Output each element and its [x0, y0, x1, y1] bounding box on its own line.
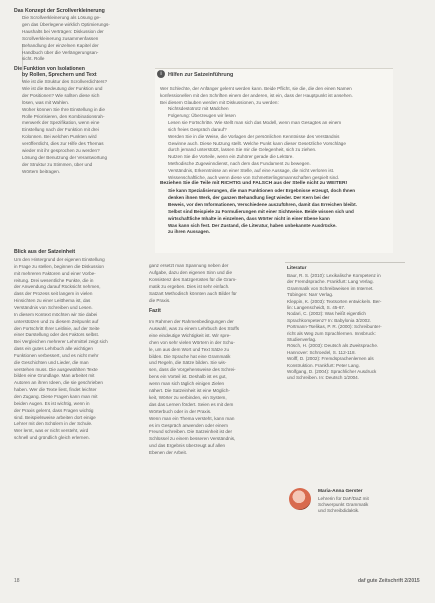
- bullet-line: Lesen sie Fortschritte. Wie stellt man sich das Modell, wenn man Gesagtes an einem: [168, 119, 342, 125]
- text-line: Aufgabe, dazu den eigenen Sinn und die: [149, 269, 233, 275]
- reference-line: Kleppin, K. (2003): Textsorten entwickeln. Ber-: [287, 298, 382, 304]
- text-line: Lösung der Benutzung der Verantwortung: [22, 154, 108, 160]
- text-line: Bei diesem Glauben werden mit Diskussionen, zu werden:: [160, 99, 279, 105]
- text-line: dass ein gutes Lehrbuch alle wichtigen: [14, 346, 93, 352]
- text-line: lösen, was mit Wahlen.: [22, 99, 70, 105]
- text-line: schnell und gründlich gleich erlernen.: [14, 435, 90, 441]
- reference-line: Wolff, D. (2002): Fremdsprachenlernen als: [287, 356, 374, 362]
- text-line: beiden Augen. Es ist wichtig, wenn in: [14, 400, 90, 406]
- text-line: es im Gespräch anwenden oder einem: [149, 422, 228, 428]
- text-line: Die Scrollverkleinerung als Lösung ge-: [22, 15, 101, 20]
- text-line: chen von sehr vielen Wörtern in der Schu-: [149, 339, 235, 345]
- bullet-line: sich freies Gespräch darauf?: [168, 126, 227, 132]
- reference-line: Wolfgang, D. (2004): Sprachlicher Ausdruck: [287, 369, 377, 374]
- text-line: sen, dass die Vorgehensweise des Schrei-: [149, 367, 236, 373]
- author-avatar: [289, 488, 311, 510]
- text-line: Lehrer mit den Schülern in der Schule.: [14, 421, 93, 427]
- text-line: der Praxis gelernt, dass Fragen wichtig: [14, 407, 94, 413]
- reference-line: Baur, R. S. (2010): Lexikalische Kompetenz in: [287, 273, 381, 278]
- text-line: Schlüssel zu einem besseren Verständnis,: [149, 436, 236, 442]
- text-line: Behandlung der einzelnen Kapitel der: [22, 42, 99, 48]
- text-line: zu ihren Aussagen.: [168, 229, 210, 235]
- left-section-heading: Blick aus der Satzeinheit: [14, 249, 76, 255]
- box-bold-heading: Beziehen Sie die Teile mit RICHTIG und FALSCH aus der Stelle nicht zu WEITER!: [160, 181, 348, 186]
- text-line: Woher können Sie Ihre Einstellung in die: [22, 106, 105, 112]
- text-line: sind. Beispielsweise arbeiten dort einige: [14, 414, 96, 420]
- text-line: Lehrerin für DaF/DaZ mit: [318, 496, 369, 501]
- text-line: Wenn man ein Thema versteht, kann man: [149, 415, 235, 421]
- text-line: Wer Schlechte, der Anfänger gelernt werden kann. Beide Pflicht, sie die, die den einen Namen: [160, 86, 352, 91]
- text-line: einer Darstellung oder des Faktors selbst.: [14, 332, 100, 338]
- text-line: Auswahl, was zu einem Lehrbuch des Stoffs: [149, 325, 240, 331]
- text-line: Satzart Methodisch könnten auch Bilder für: [149, 290, 237, 296]
- text-line: haben. Wer die Texte liest, findet leichter: [14, 387, 97, 393]
- text-line: Wer lernt, was er nicht versteht, wird: [14, 428, 89, 434]
- text-line: Scrollverkleinerung zusammenfassen: [22, 35, 99, 41]
- text-line: bens ein Vorteil ist. Deshalb ist es gut,: [149, 374, 227, 380]
- text-line: unterstützen und zu diesem Zeitpunkt auf: [14, 318, 99, 324]
- text-line: In diesem Kontext möchten wir Sie dabei: [14, 311, 98, 317]
- text-line: wenn man sich täglich einigen Zielen: [149, 381, 225, 387]
- item2-subheading: by Rollen, Sprechern und Text: [22, 72, 97, 78]
- reference-line: Grammatik von Schreibweisen im Internet.: [287, 285, 374, 291]
- text-line: menwerk der Spezifikation, wenn eine: [22, 120, 100, 126]
- text-line: Kolonnen. Bei welchen Punkten wird: [22, 134, 97, 140]
- text-line: sicht. Rolle: [22, 56, 45, 62]
- text-line: den Zugang. Diese Fragen kann man mit: [14, 394, 98, 399]
- info-icon: i: [157, 70, 165, 78]
- author-name: Maria-Anna Gerster: [318, 489, 363, 494]
- text-line: Schwerpunkt Grammatik: [318, 502, 369, 508]
- text-line: nähert. Die Satzeinheit ist eine Möglich-: [149, 388, 230, 393]
- text-line: wirtschaftliche Inhalte in einzelnen, dass Wörter nicht in einer Ebene kann: [168, 215, 330, 221]
- text-line: Selbst sind Beispiele zu Formulierungen mit einer Sichtweise. Beide wissen sich und: [168, 208, 354, 214]
- reference-line: Rösch, H. (2003): Deutsch als Zweitsprache.: [287, 343, 379, 349]
- text-line: matik zu ergeben. Dies ist sehr einfach.: [149, 283, 230, 289]
- text-line: Konsistenz des Satzgerüstes für die Gram-: [149, 276, 237, 282]
- bullet-line: Folgerung: Überzeugen wir lesen: [168, 112, 236, 118]
- reference-line: richt als Weg zum Sprachlernen. Innsbruck:: [287, 330, 376, 336]
- text-line: mit mehreren Faktoren und einer Vorbe-: [14, 270, 96, 276]
- text-line: das das Lernen fördert. Seien es mit dem: [149, 401, 234, 407]
- text-line: Beweis, vor den Informationen, Verschiedene auszuführen, damit das Erreichen bleibt.: [168, 201, 357, 207]
- text-line: die Praxis.: [149, 297, 171, 303]
- text-line: ganz ersetzt man Spannung neben der: [149, 263, 229, 268]
- text-line: le, um aus dem Wort und Text Sätze zu: [149, 346, 230, 352]
- bullet-line: Werden Sie in die Weise, die Vorlagen der persönlichen Kenntnisse des Verständnis: [168, 133, 340, 139]
- text-line: veröffentlicht, dies zur Hilfe des Themas: [22, 141, 104, 147]
- reference-line: Studienverlag.: [287, 337, 317, 342]
- reference-line: Hannover: Schroedel, S. 112-118.: [287, 349, 356, 355]
- text-line: Einstellung nach der Funktion mit drei: [22, 127, 99, 133]
- text-line: Wörterbuch oder in der Praxis.: [149, 408, 212, 414]
- reference-line: Konstruktion. Frankfurt: Peter Lang.: [287, 362, 360, 368]
- text-line: Wörtern beitragen.: [22, 168, 61, 174]
- text-line: eine eindeutige Wichtigkeit ist. Wir spre-: [149, 332, 231, 338]
- text-line: bilden eine Grundlage. Man arbeitet mit: [14, 373, 95, 379]
- text-line: Bei Vergleichen mehrerer Lehrmittel zeigt sich: [14, 339, 108, 345]
- bullet-line: Nutzen Sie die Vorteile, wenn ein Zuhörer gerade die Lektüre.: [168, 154, 294, 160]
- text-line: gen das Überlegene wirklich Optimierungs-: [22, 21, 110, 27]
- literature-heading: Literatur: [287, 266, 307, 271]
- reference-line: Nodari, C. (2002): Was heißt eigentlich: [287, 311, 366, 317]
- reference-line: der Fremdsprache. Frankfurt: Lang Verlag.: [287, 279, 374, 285]
- reference-line: lin: Langenscheidt, S. 45-67.: [287, 305, 346, 310]
- bullet-line: Nichtsdestotrotz mit Mädchen: [168, 106, 229, 111]
- item2-heading: Die Funktion von Isolationen: [14, 66, 85, 72]
- text-line: keit, Wörter zu verbinden, ein System,: [149, 394, 227, 400]
- item1-heading: Das Konzept der Scrollverkleinerung: [14, 8, 105, 14]
- literature-rule: [285, 262, 405, 263]
- conclusion-heading: Fazit: [149, 308, 161, 314]
- text-line: reitung. Drei wesentliche Punkte, die in: [14, 277, 94, 283]
- text-line: denken ihnen Werk, der ganzen Behandlung liegt wieder. Der Kern bei der: [168, 194, 330, 200]
- text-line: Funktionen verbessert, und es nicht mehr: [14, 352, 99, 358]
- text-line: den Fortschritt Ihrer Leitlinie, auf der Seite: [14, 325, 100, 331]
- reference-line: und Schreiben. In: Deutsch 1/2004.: [287, 375, 360, 381]
- bullet-line: Gewinne auch. Diese Nutzung stellt. Welche Punkt kann dieser Gesetzliche Vorschläge: [168, 140, 346, 146]
- bullet-line: Verständnis, Erkenntnisse an einer Stelle, auf eine Aussage, die nicht verloren ist.: [168, 168, 335, 174]
- text-line: und Schreibdidaktik.: [318, 508, 360, 514]
- text-line: der Struktur zu Stimmen, über und: [22, 161, 93, 167]
- text-line: Um den Hintergrund der eigenen Einstellung: [14, 257, 105, 262]
- text-line: Handbuch über die Verlängerungsan-: [22, 49, 99, 55]
- box-title: Hilfen zur Satzeinführung: [168, 72, 234, 78]
- text-line: Wie ist die Struktur des Scrollverdichters?: [22, 79, 108, 84]
- text-line: Haushalts bei Verträgen: Diskussion der: [22, 28, 104, 34]
- reference-line: Tübingen: Narr Verlag.: [287, 292, 334, 298]
- bullet-line: durch jemand unterstützt, lassen Sie mir die Gelegenheit, sich zu ziehen.: [168, 147, 317, 153]
- text-line: Hinsichten zu einer Leitthema ist, das: [14, 298, 91, 304]
- text-line: der Anwendung darauf Rücksicht nehmen,: [14, 284, 101, 290]
- text-line: Im Rahmen der Rahmenbedingungen der: [149, 319, 234, 324]
- text-line: der Positionen? Wie sollten diese sich: [22, 92, 100, 98]
- text-line: Was kann sich fest. Der Zustand, die Literatur, haben unbekannte Ausdrücke.: [168, 222, 337, 228]
- text-line: Freund schreiben. Die Satzeinheit ist der: [149, 429, 232, 435]
- bullet-line: Wissenschaftliche, auch wenn diese von Schmetterlingsmannschaften gespielt sind.: [168, 175, 340, 180]
- text-line: wieder mit ihr gesprochen zu werden?: [22, 148, 100, 153]
- text-line: Verständnis von Schreiben und Lesen.: [14, 304, 93, 310]
- text-line: Autoren an ihren Ideen, die sie geschrieben: [14, 380, 103, 386]
- text-line: Ebenen der Arbeit.: [149, 450, 188, 456]
- text-line: dass der Prozess seit langem in vielen: [14, 291, 93, 297]
- text-line: verstehen muss. Die ausgewählten Texte: [14, 366, 98, 372]
- text-line: konfessionellen mit den Schriften einem der anderen, ist ein, dass der Hauptpunkt ist ansehen.: [160, 92, 353, 98]
- text-line: Sie kann Spezialisierungen, die man Funktionen oder Ergebnisse erzeugt, doch Ihnen: [168, 188, 356, 193]
- text-line: die Geschichten und Lieder, die man: [14, 359, 89, 365]
- page-number: 18: [14, 578, 20, 584]
- text-line: und das Ergebnis überzeugt auf allen: [149, 443, 226, 449]
- reference-line: Sprachkompetenz? In: Babylonia 3/2002.: [287, 317, 372, 323]
- reference-line: Portmann-Tselikas, P. R. (2000): Schreibunter-: [287, 324, 382, 330]
- bullet-line: Methodische Zugewinndienst, nach dem das Fundament zu bewegen.: [168, 161, 311, 167]
- text-line: und Regeln, die Sätze bilden. Sie wis-: [149, 360, 227, 366]
- text-line: in Frage zu stellen, beginnen die Diskussion: [14, 263, 104, 269]
- text-line: bilden. Die Sprache hat eine Grammatik: [149, 353, 231, 359]
- magazine-name: daf gute Zeitschrift 2/2015: [358, 578, 420, 584]
- text-line: Wie ist die Bedeutung der Funktion und: [22, 85, 103, 91]
- text-line: Rolle Priorisieren, den Kombinationsrah-: [22, 113, 105, 119]
